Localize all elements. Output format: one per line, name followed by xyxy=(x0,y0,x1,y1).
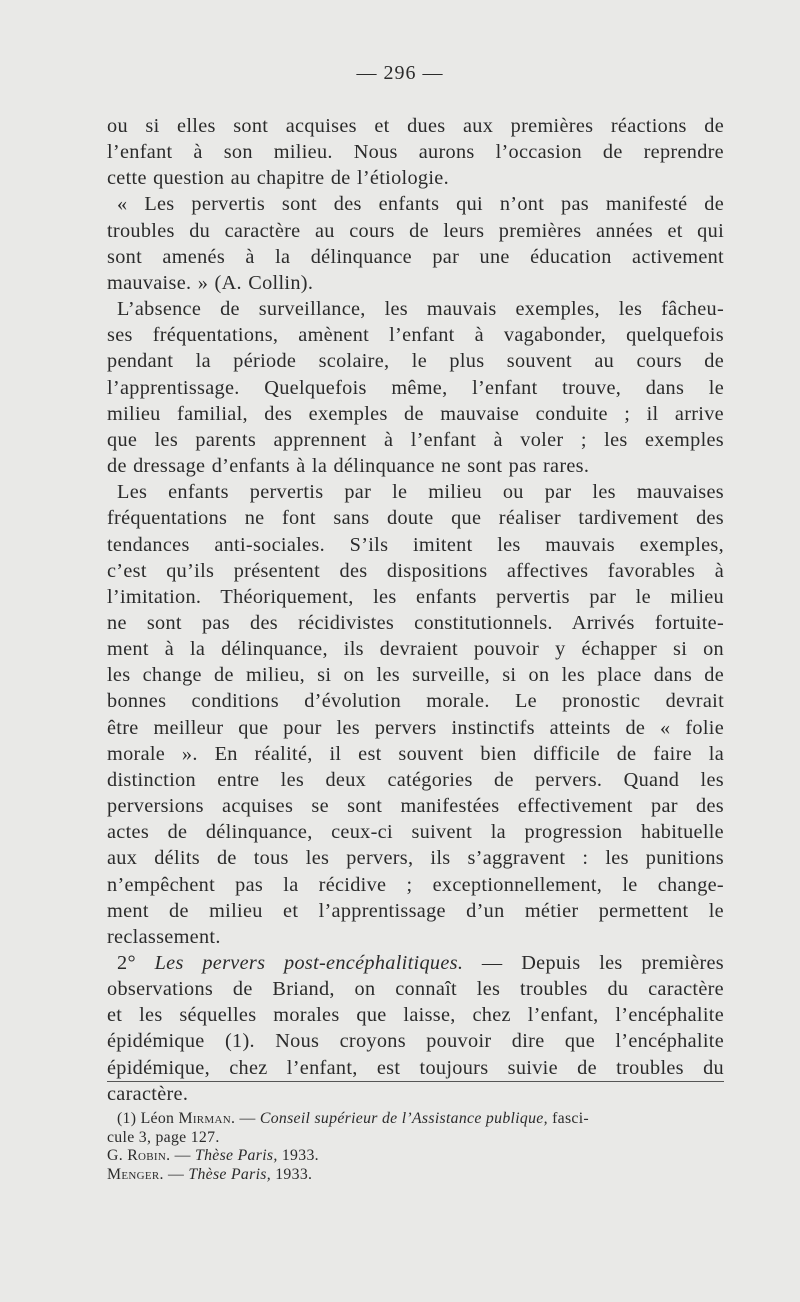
footnote-author: Mirman xyxy=(178,1110,231,1127)
footnote-author: G. Robin xyxy=(107,1147,167,1164)
footnote xyxy=(107,1166,724,1185)
text-line: mauvaise. » (A. Collin). xyxy=(107,271,314,294)
text-line: l’apprentissage. Quelquefois même, l’enfant trouve, dans le xyxy=(107,376,724,399)
paragraph xyxy=(107,479,724,950)
section-number: 2° xyxy=(117,952,155,974)
text-line: ment à la délinquance, ils devraient pouvoir y échapper si on xyxy=(107,638,724,661)
section-lead: — Depuis les premières xyxy=(463,952,724,974)
text-line: ne sont pas des récidivistes constitutionnels. Arrivés fortuite- xyxy=(107,611,724,634)
paragraph xyxy=(107,296,724,479)
text-line: fréquentations ne font sans doute que réaliser tardivement des xyxy=(107,507,724,530)
text-line: milieu familial, des exemples de mauvaise conduite ; il arrive xyxy=(107,402,724,425)
footnote-divider xyxy=(107,1081,724,1082)
text-line: perversions acquises se sont manifestées effectivement par des xyxy=(107,795,724,818)
footnote-text: . — xyxy=(231,1110,260,1127)
footnote xyxy=(107,1110,724,1129)
footnote-source: Thèse Paris, xyxy=(195,1147,278,1164)
text-line: ment de milieu et l’apprentissage d’un métier permettent le xyxy=(107,899,724,922)
footnote xyxy=(107,1147,724,1166)
page-number: — 296 — xyxy=(356,62,444,84)
text-line: être meilleur que pour les pervers instinctifs atteints de « folie xyxy=(107,716,724,739)
text-line: sont amenés à la délinquance par une éducation activement xyxy=(107,245,724,268)
text-line: les change de milieu, si on les surveille, si on les place dans de xyxy=(107,664,724,687)
text-line: épidémique, chez l’enfant, est toujours suivie de troubles du xyxy=(107,1056,724,1079)
text-line: ou si elles sont acquises et dues aux premières réactions de xyxy=(107,115,724,137)
footnote-continuation: cule 3, page 127. xyxy=(107,1128,220,1146)
paragraph xyxy=(107,113,724,191)
text-line: « Les pervertis sont des enfants qui n’ont pas manifesté de xyxy=(117,193,724,216)
text-line: L’absence de surveillance, les mauvais exemples, les fâcheu- xyxy=(117,298,724,321)
text-line: ses fréquentations, amènent l’enfant à vagabonder, quelquefois xyxy=(107,324,724,347)
footnote-text: (1) Léon xyxy=(117,1110,179,1127)
text-line: épidémique (1). Nous croyons pouvoir dire que l’encéphalite xyxy=(107,1030,724,1053)
paragraph xyxy=(107,950,724,1107)
text-line: morale ». En réalité, il est souvent bien difficile de faire la xyxy=(107,742,724,765)
text-line: c’est qu’ils présentent des dispositions affectives favorables à xyxy=(107,559,724,582)
text-line: l’enfant à son milieu. Nous aurons l’occasion de reprendre xyxy=(107,141,724,164)
footnote-text: . — xyxy=(166,1147,195,1164)
text-line: Les enfants pervertis par le milieu ou par les mauvaises xyxy=(117,481,724,504)
text-line: n’empêchent pas la récidive ; exceptionnellement, le change- xyxy=(107,873,724,896)
footnote-text: 1933. xyxy=(270,1165,313,1183)
text-line: pendant la période scolaire, le plus souvent au cours de xyxy=(107,350,724,373)
text-line: troubles du caractère au cours de leurs premières années et qui xyxy=(107,219,724,242)
text-line: distinction entre les deux catégories de pervers. Quand les xyxy=(107,768,724,791)
text-line: aux délits de tous les pervers, ils s’aggravent : les punitions xyxy=(107,847,724,870)
section-title: Les pervers post-encéphalitiques. xyxy=(154,952,464,974)
text-line: de dressage d’enfants à la délinquance ne sont pas rares. xyxy=(107,455,590,478)
text-line: que les parents apprennent à l’enfant à voler ; les exemples xyxy=(107,428,724,451)
text-line: observations de Briand, on connaît les troubles du caractère xyxy=(107,978,724,1001)
footnote-text: fasci- xyxy=(547,1110,589,1127)
body-text xyxy=(107,113,724,1107)
text-line: cette question au chapitre de l’étiologie. xyxy=(107,167,449,190)
footnotes xyxy=(107,1110,724,1184)
footnote-source: Thèse Paris, xyxy=(188,1165,271,1183)
footnote-text: 1933. xyxy=(277,1147,319,1164)
text-line: et les séquelles morales que laisse, chez l’enfant, l’encéphalite xyxy=(107,1004,724,1027)
text-line: actes de délinquance, ceux-ci suivent la progression habituelle xyxy=(107,821,724,844)
footnote-source: Conseil supérieur de l’Assistance publique, xyxy=(259,1110,548,1127)
paragraph xyxy=(107,191,724,296)
footnote-author: Menger xyxy=(107,1165,160,1183)
section-heading-line xyxy=(107,950,724,976)
text-line: bonnes conditions d’évolution morale. Le pronostic devrait xyxy=(107,690,724,713)
footnote-text: . — xyxy=(159,1165,189,1183)
text-line: l’imitation. Théoriquement, les enfants pervertis par le milieu xyxy=(107,585,724,608)
text-line: reclassement. xyxy=(107,925,221,948)
text-line: tendances anti-sociales. S’ils imitent les mauvais exemples, xyxy=(107,533,724,556)
text-line: caractère. xyxy=(107,1082,189,1105)
